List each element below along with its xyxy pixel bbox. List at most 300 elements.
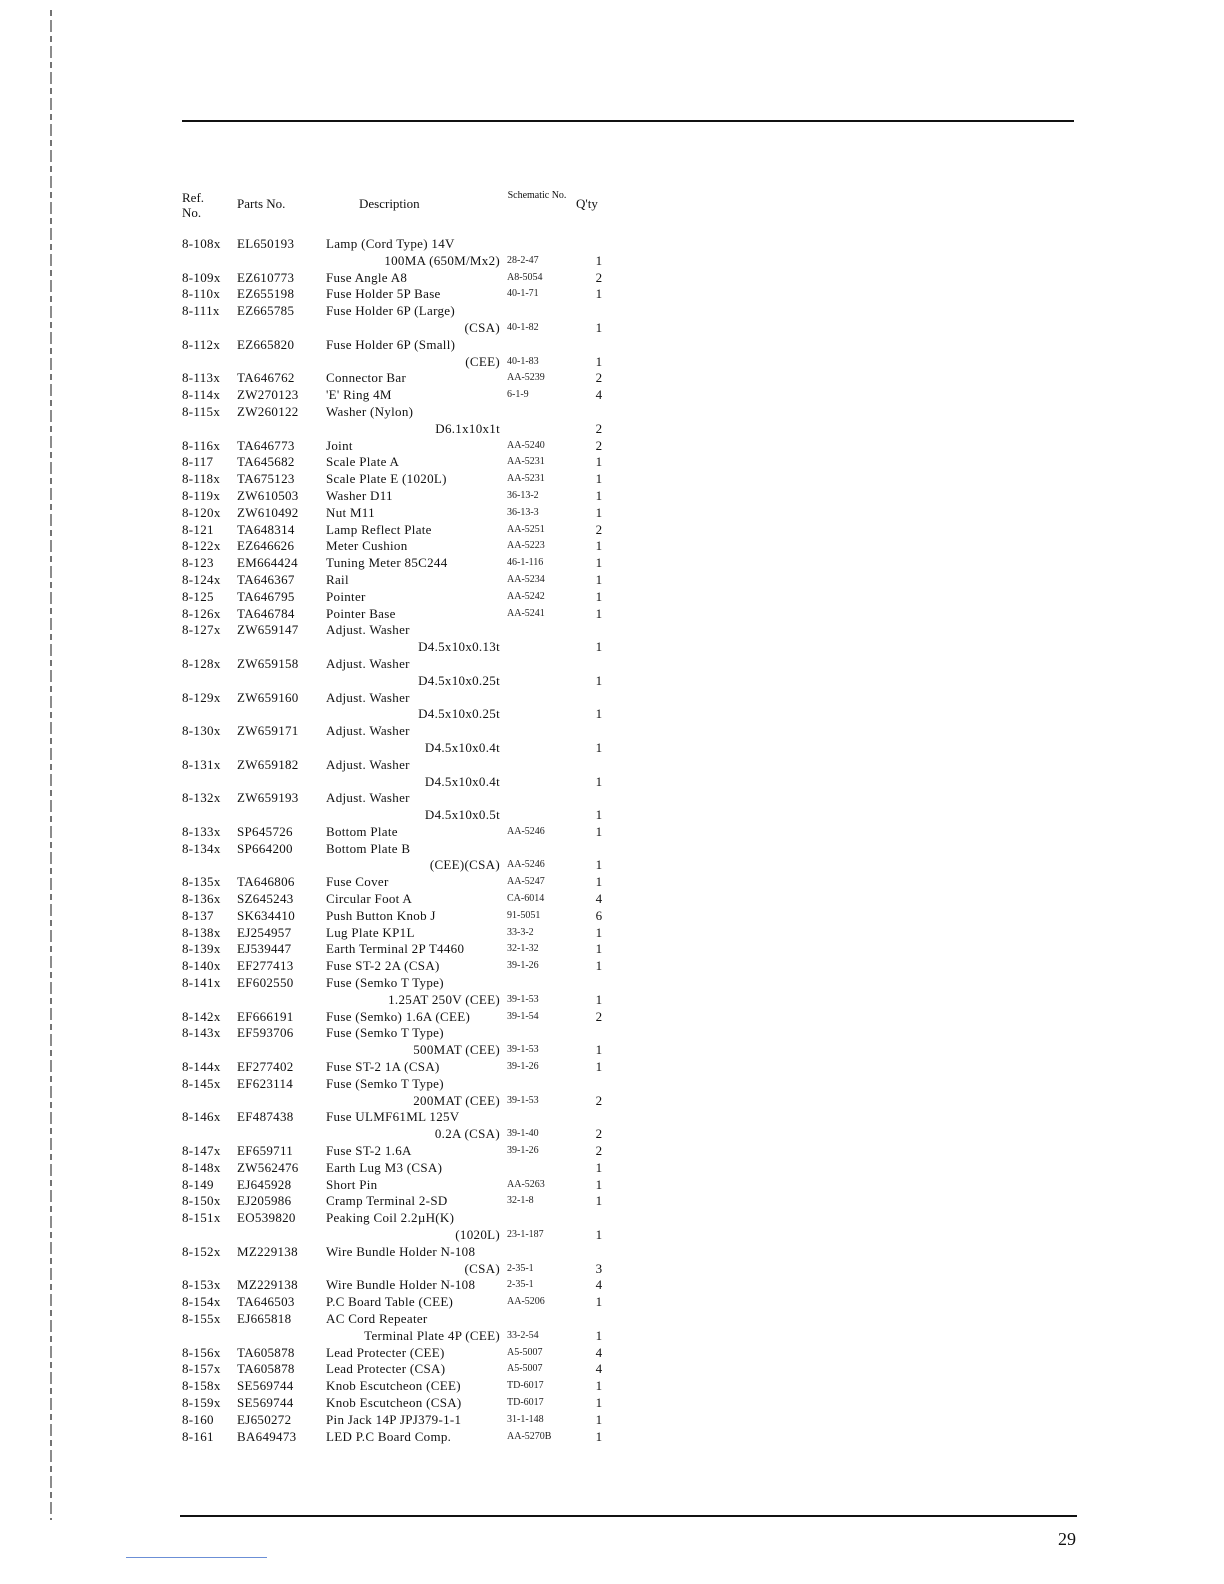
qty-cell: 1 xyxy=(595,1059,603,1075)
table-row xyxy=(0,1076,700,1110)
description-continuation-cell: D4.5x10x0.4t xyxy=(424,739,500,755)
parts-no-cell: SP645726 xyxy=(237,823,293,839)
ref-no-cell: 8-120x xyxy=(182,504,221,520)
description-cell: Push Button Knob J xyxy=(326,907,436,923)
schematic-no-cell: 28-2-47 xyxy=(507,254,539,266)
parts-no-cell: ZW610503 xyxy=(237,487,299,503)
ref-no-cell: 8-142x xyxy=(182,1008,221,1024)
ref-no-cell: 8-111x xyxy=(182,303,220,319)
qty-cell: 1 xyxy=(595,1378,603,1394)
table-row xyxy=(0,790,700,824)
description-cell: Lamp Reflect Plate xyxy=(326,521,432,537)
qty-cell: 1 xyxy=(595,941,603,957)
parts-no-cell: TA605878 xyxy=(237,1361,295,1377)
description-continuation-cell: (CSA) xyxy=(464,1260,500,1276)
table-row xyxy=(0,505,700,522)
table-row xyxy=(0,1294,700,1311)
parts-no-cell: EF277413 xyxy=(237,958,294,974)
qty-cell: 1 xyxy=(595,639,603,655)
top-rule xyxy=(182,120,1074,122)
description-cell: Connector Bar xyxy=(326,370,407,386)
description-cell: Knob Escutcheon (CEE) xyxy=(326,1378,461,1394)
schematic-no-cell: AA-5247 xyxy=(507,876,545,888)
table-row xyxy=(0,555,700,572)
ref-no-cell: 8-108x xyxy=(182,236,221,251)
parts-no-cell: SK634410 xyxy=(237,907,296,923)
footer-link-mark xyxy=(126,1557,267,1558)
description-continuation-cell: D4.5x10x0.25t xyxy=(418,706,500,722)
schematic-no-cell: TD-6017 xyxy=(507,1380,544,1392)
schematic-no-cell: A5-5007 xyxy=(507,1363,543,1375)
description-cell: Fuse Holder 6P (Large) xyxy=(326,303,455,319)
table-row xyxy=(0,1395,700,1412)
qty-cell: 1 xyxy=(595,823,603,839)
table-row xyxy=(0,941,700,958)
table-row xyxy=(0,757,700,791)
ref-no-cell: 8-127x xyxy=(182,622,221,638)
parts-no-cell: ZW562476 xyxy=(237,1159,299,1175)
description-cell: Fuse (Semko) 1.6A (CEE) xyxy=(326,1008,471,1024)
table-row xyxy=(0,1345,700,1362)
parts-no-cell: ZW659171 xyxy=(237,723,299,739)
description-cell: Adjust. Washer xyxy=(326,622,410,638)
description-cell: Fuse (Semko T Type) xyxy=(326,1075,444,1091)
description-cell: Fuse Cover xyxy=(326,874,389,890)
qty-cell: 1 xyxy=(595,353,603,369)
ref-no-cell: 8-109x xyxy=(182,269,221,285)
header-qty: Q'ty xyxy=(576,196,598,211)
parts-no-cell: ZW270123 xyxy=(237,387,299,403)
description-cell: Fuse (Semko T Type) xyxy=(326,1025,444,1041)
parts-no-cell: TA675123 xyxy=(237,471,295,487)
description-continuation-cell: D4.5x10x0.13t xyxy=(418,639,500,655)
qty-cell: 4 xyxy=(595,1344,603,1360)
ref-no-cell: 8-124x xyxy=(182,571,221,587)
qty-cell: 1 xyxy=(595,538,603,554)
parts-no-cell: EJ539447 xyxy=(237,941,292,957)
table-row xyxy=(0,723,700,757)
description-cell: Wire Bundle Holder N-108 xyxy=(326,1243,476,1259)
table-row xyxy=(0,958,700,975)
table-row xyxy=(0,1177,700,1194)
ref-no-cell: 8-146x xyxy=(182,1109,221,1125)
ref-no-cell: 8-132x xyxy=(182,790,221,806)
table-row xyxy=(0,1429,700,1446)
ref-no-cell: 8-122x xyxy=(182,538,221,554)
parts-no-cell: EZ655198 xyxy=(237,286,295,302)
schematic-no-cell: AA-5231 xyxy=(507,473,545,485)
description-cell: Adjust. Washer xyxy=(326,689,410,705)
description-cell: Joint xyxy=(326,437,353,453)
schematic-no-cell: 39-1-53 xyxy=(507,1094,539,1106)
table-row xyxy=(0,270,700,287)
parts-no-cell: EZ665785 xyxy=(237,303,295,319)
parts-no-cell: EM664424 xyxy=(237,555,298,571)
ref-no-cell: 8-113x xyxy=(182,370,221,386)
description-cell: Scale Plate A xyxy=(326,454,400,470)
description-continuation-cell: 100MA (650M/Mx2) xyxy=(384,252,500,268)
parts-no-cell: TA645682 xyxy=(237,454,295,470)
description-cell: Fuse Angle A8 xyxy=(326,269,408,285)
qty-cell: 1 xyxy=(595,991,603,1007)
description-continuation-cell: 200MAT (CEE) xyxy=(413,1092,500,1108)
parts-no-cell: EJ645928 xyxy=(237,1176,292,1192)
qty-cell: 1 xyxy=(595,454,603,470)
qty-cell: 1 xyxy=(595,958,603,974)
parts-no-cell: TA646367 xyxy=(237,571,295,587)
header-description: Description xyxy=(359,196,420,211)
ref-no-cell: 8-143x xyxy=(182,1025,221,1041)
ref-no-cell: 8-158x xyxy=(182,1378,221,1394)
parts-no-cell: ZW610492 xyxy=(237,504,299,520)
schematic-no-cell: 40-1-71 xyxy=(507,288,539,300)
parts-no-cell: ZW659158 xyxy=(237,655,299,671)
description-cell: Adjust. Washer xyxy=(326,756,410,772)
description-cell: Adjust. Washer xyxy=(326,655,410,671)
qty-cell: 1 xyxy=(595,319,603,335)
parts-no-cell: TA646784 xyxy=(237,605,295,621)
ref-no-cell: 8-152x xyxy=(182,1243,221,1259)
description-cell: Tuning Meter 85C244 xyxy=(326,555,448,571)
schematic-no-cell: TD-6017 xyxy=(507,1396,544,1408)
qty-cell: 1 xyxy=(595,1411,603,1427)
description-cell: Lead Protecter (CEE) xyxy=(326,1344,445,1360)
schematic-no-cell: AA-5242 xyxy=(507,590,545,602)
parts-no-cell: EJ205986 xyxy=(237,1193,292,1209)
qty-cell: 1 xyxy=(595,571,603,587)
table-row xyxy=(0,1009,700,1026)
table-row xyxy=(0,1244,700,1278)
qty-cell: 3 xyxy=(595,1260,603,1276)
table-row xyxy=(0,454,700,471)
ref-no-cell: 8-148x xyxy=(182,1159,221,1175)
ref-no-cell: 8-114x xyxy=(182,387,221,403)
description-continuation-cell: D4.5x10x0.5t xyxy=(424,807,500,823)
description-cell: Rail xyxy=(326,571,349,587)
description-cell: Fuse ST-2 1.6A xyxy=(326,1143,412,1159)
schematic-no-cell: 33-3-2 xyxy=(507,926,534,938)
parts-no-cell: TA605878 xyxy=(237,1344,295,1360)
table-row xyxy=(0,925,700,942)
schematic-no-cell: 39-1-53 xyxy=(507,993,539,1005)
parts-no-cell: EZ646626 xyxy=(237,538,295,554)
description-cell: Peaking Coil 2.2µH(K) xyxy=(326,1210,455,1226)
qty-cell: 1 xyxy=(595,874,603,890)
description-cell: Nut M11 xyxy=(326,504,375,520)
parts-no-cell: EJ254957 xyxy=(237,924,292,940)
ref-no-cell: 8-137 xyxy=(182,907,214,923)
qty-cell: 2 xyxy=(595,1008,603,1024)
qty-cell: 1 xyxy=(595,1327,603,1343)
parts-no-cell: SE569744 xyxy=(237,1378,294,1394)
parts-no-cell: TA646806 xyxy=(237,874,295,890)
parts-no-cell: ZW659193 xyxy=(237,790,299,806)
qty-cell: 2 xyxy=(595,1092,603,1108)
schematic-no-cell: 39-1-26 xyxy=(507,1145,539,1157)
qty-cell: 1 xyxy=(595,588,603,604)
ref-no-cell: 8-136x xyxy=(182,891,221,907)
table-row xyxy=(0,841,700,875)
schematic-no-cell: 40-1-82 xyxy=(507,321,539,333)
parts-no-cell: EJ650272 xyxy=(237,1411,292,1427)
table-row xyxy=(0,1025,700,1059)
description-continuation-cell: Terminal Plate 4P (CEE) xyxy=(364,1327,500,1343)
qty-cell: 2 xyxy=(595,420,603,436)
ref-no-cell: 8-133x xyxy=(182,823,221,839)
bottom-rule xyxy=(180,1515,1077,1517)
parts-no-cell: SP664200 xyxy=(237,840,293,856)
parts-no-cell: EF487438 xyxy=(237,1109,294,1125)
description-cell: Adjust. Washer xyxy=(326,790,410,806)
table-row xyxy=(0,303,700,337)
schematic-no-cell: A8-5054 xyxy=(507,271,543,283)
table-row xyxy=(0,891,700,908)
qty-cell: 1 xyxy=(595,773,603,789)
ref-no-cell: 8-139x xyxy=(182,941,221,957)
qty-cell: 1 xyxy=(595,857,603,873)
ref-no-cell: 8-141x xyxy=(182,975,221,991)
schematic-no-cell: 36-13-2 xyxy=(507,489,539,501)
ref-no-cell: 8-131x xyxy=(182,756,221,772)
qty-cell: 1 xyxy=(595,924,603,940)
description-cell: Fuse Holder 6P (Small) xyxy=(326,336,456,352)
schematic-no-cell: 36-13-3 xyxy=(507,506,539,518)
qty-cell: 1 xyxy=(595,252,603,268)
table-row xyxy=(0,656,700,690)
table-row xyxy=(0,975,700,1009)
qty-cell: 2 xyxy=(595,521,603,537)
table-row xyxy=(0,690,700,724)
ref-no-cell: 8-159x xyxy=(182,1394,221,1410)
table-row xyxy=(0,1143,700,1160)
schematic-no-cell: AA-5240 xyxy=(507,439,545,451)
table-row xyxy=(0,908,700,925)
ref-no-cell: 8-140x xyxy=(182,958,221,974)
ref-no-cell: 8-126x xyxy=(182,605,221,621)
parts-no-cell: SZ645243 xyxy=(237,891,294,907)
schematic-no-cell: 39-1-40 xyxy=(507,1128,539,1140)
schematic-no-cell: AA-5223 xyxy=(507,540,545,552)
parts-no-cell: EZ665820 xyxy=(237,336,295,352)
description-cell: Washer (Nylon) xyxy=(326,403,414,419)
description-cell: Scale Plate E (1020L) xyxy=(326,471,447,487)
schematic-no-cell: 40-1-83 xyxy=(507,355,539,367)
table-row xyxy=(0,286,700,303)
table-row xyxy=(0,622,700,656)
parts-no-cell: EF666191 xyxy=(237,1008,294,1024)
description-continuation-cell: D6.1x10x1t xyxy=(435,420,500,436)
schematic-no-cell: AA-5246 xyxy=(507,859,545,871)
ref-no-cell: 8-117 xyxy=(182,454,214,470)
parts-no-cell: EO539820 xyxy=(237,1210,296,1226)
schematic-no-cell: 33-2-54 xyxy=(507,1329,539,1341)
qty-cell: 2 xyxy=(595,370,603,386)
ref-no-cell: 8-151x xyxy=(182,1210,221,1226)
qty-cell: 1 xyxy=(595,1159,603,1175)
table-row xyxy=(0,589,700,606)
qty-cell: 2 xyxy=(595,1143,603,1159)
schematic-no-cell: 23-1-187 xyxy=(507,1229,544,1241)
parts-no-cell: EF623114 xyxy=(237,1075,294,1091)
schematic-no-cell: CA-6014 xyxy=(507,893,545,905)
parts-no-cell: MZ229138 xyxy=(237,1243,298,1259)
page-number: 29 xyxy=(1058,1529,1076,1549)
description-cell: Lug Plate KP1L xyxy=(326,924,415,940)
qty-cell: 1 xyxy=(595,286,603,302)
header-ref-no: Ref. No. xyxy=(182,190,205,220)
schematic-no-cell: A5-5007 xyxy=(507,1346,543,1358)
description-continuation-cell: D4.5x10x0.4t xyxy=(424,773,500,789)
description-cell: Pointer Base xyxy=(326,605,396,621)
table-row xyxy=(0,572,700,589)
description-continuation-cell: 0.2A (CSA) xyxy=(434,1126,500,1142)
qty-cell: 4 xyxy=(595,891,603,907)
schematic-no-cell: AA-5263 xyxy=(507,1178,545,1190)
ref-no-cell: 8-116x xyxy=(182,437,221,453)
ref-no-cell: 8-130x xyxy=(182,723,221,739)
parts-no-cell: MZ229138 xyxy=(237,1277,298,1293)
qty-cell: 1 xyxy=(595,1042,603,1058)
ref-no-cell: 8-147x xyxy=(182,1143,221,1159)
parts-no-cell: EL650193 xyxy=(237,236,295,251)
schematic-no-cell: 32-1-8 xyxy=(507,1195,534,1207)
schematic-no-cell: 39-1-26 xyxy=(507,1061,539,1073)
table-row xyxy=(0,1059,700,1076)
ref-no-cell: 8-160 xyxy=(182,1411,214,1427)
ref-no-cell: 8-123 xyxy=(182,555,214,571)
table-row xyxy=(0,1412,700,1429)
ref-no-cell: 8-119x xyxy=(182,487,221,503)
schematic-no-cell: AA-5206 xyxy=(507,1296,545,1308)
table-row xyxy=(0,1193,700,1210)
schematic-no-cell: AA-5234 xyxy=(507,573,545,585)
parts-no-cell: BA649473 xyxy=(237,1428,297,1444)
ref-no-cell: 8-134x xyxy=(182,840,221,856)
qty-cell: 1 xyxy=(595,739,603,755)
ref-no-cell: 8-145x xyxy=(182,1075,221,1091)
parts-no-cell: TA646773 xyxy=(237,437,295,453)
table-row xyxy=(0,538,700,555)
parts-no-cell: TA646762 xyxy=(237,370,295,386)
qty-cell: 1 xyxy=(595,807,603,823)
schematic-no-cell: 39-1-53 xyxy=(507,1044,539,1056)
schematic-no-cell: AA-5270B xyxy=(507,1430,552,1442)
ref-no-cell: 8-110x xyxy=(182,286,221,302)
table-row xyxy=(0,606,700,623)
qty-cell: 1 xyxy=(595,487,603,503)
schematic-no-cell: 6-1-9 xyxy=(507,389,529,401)
parts-no-cell: ZW659182 xyxy=(237,756,299,772)
parts-no-cell: EJ665818 xyxy=(237,1311,292,1326)
table-row xyxy=(0,1311,700,1345)
description-cell: LED P.C Board Comp. xyxy=(326,1428,452,1444)
ref-no-cell: 8-128x xyxy=(182,655,221,671)
description-continuation-cell: (1020L) xyxy=(455,1227,500,1243)
ref-no-cell: 8-125 xyxy=(182,588,214,604)
qty-cell: 4 xyxy=(595,387,603,403)
schematic-no-cell: 32-1-32 xyxy=(507,943,539,955)
qty-cell: 6 xyxy=(595,907,603,923)
qty-cell: 1 xyxy=(595,1394,603,1410)
table-row xyxy=(0,488,700,505)
description-cell: Short Pin xyxy=(326,1176,378,1192)
table-row xyxy=(0,1361,700,1378)
qty-cell: 1 xyxy=(595,471,603,487)
ref-no-cell: 8-118x xyxy=(182,471,221,487)
header-parts-no: Parts No. xyxy=(237,196,286,211)
table-row xyxy=(0,522,700,539)
ref-no-cell: 8-155x xyxy=(182,1311,221,1326)
parts-no-cell: ZW659160 xyxy=(237,689,299,705)
ref-no-cell: 8-135x xyxy=(182,874,221,890)
description-continuation-cell: D4.5x10x0.25t xyxy=(418,672,500,688)
table-row xyxy=(0,471,700,488)
table-row xyxy=(0,438,700,455)
table-row xyxy=(0,236,700,270)
table-row xyxy=(0,1210,700,1244)
table-row xyxy=(0,824,700,841)
schematic-no-cell: 31-1-148 xyxy=(507,1413,544,1425)
table-row xyxy=(0,1277,700,1294)
table-row xyxy=(0,404,700,438)
parts-no-cell: TA646503 xyxy=(237,1294,295,1310)
table-row xyxy=(0,370,700,387)
ref-no-cell: 8-144x xyxy=(182,1059,221,1075)
ref-no-cell: 8-154x xyxy=(182,1294,221,1310)
parts-no-cell: EZ610773 xyxy=(237,269,295,285)
description-cell: Earth Terminal 2P T4460 xyxy=(326,941,465,957)
description-continuation-cell: (CEE) xyxy=(465,353,500,369)
table-row xyxy=(0,387,700,404)
parts-no-cell: TA646795 xyxy=(237,588,295,604)
qty-cell: 1 xyxy=(595,1193,603,1209)
ref-no-cell: 8-129x xyxy=(182,689,221,705)
ref-no-cell: 8-161 xyxy=(182,1428,214,1444)
description-cell: Fuse ULMF61ML 125V xyxy=(326,1109,460,1125)
description-cell: Bottom Plate B xyxy=(326,840,411,856)
schematic-no-cell: AA-5246 xyxy=(507,825,545,837)
parts-no-cell: TA648314 xyxy=(237,521,295,537)
qty-cell: 2 xyxy=(595,1126,603,1142)
description-continuation-cell: (CSA) xyxy=(464,319,500,335)
qty-cell: 1 xyxy=(595,1227,603,1243)
qty-cell: 2 xyxy=(595,437,603,453)
parts-no-cell: EF593706 xyxy=(237,1025,294,1041)
description-cell: Bottom Plate xyxy=(326,823,398,839)
schematic-no-cell: 39-1-54 xyxy=(507,1010,539,1022)
description-cell: P.C Board Table (CEE) xyxy=(326,1294,454,1310)
table-row xyxy=(0,1378,700,1395)
qty-cell: 2 xyxy=(595,269,603,285)
qty-cell: 1 xyxy=(595,1294,603,1310)
table-row xyxy=(0,1109,700,1143)
description-continuation-cell: 1.25AT 250V (CEE) xyxy=(388,991,500,1007)
parts-no-cell: EF277402 xyxy=(237,1059,294,1075)
description-cell: Earth Lug M3 (CSA) xyxy=(326,1159,443,1175)
parts-no-cell: ZW659147 xyxy=(237,622,299,638)
description-cell: Washer D11 xyxy=(326,487,393,503)
description-continuation-cell: (CEE)(CSA) xyxy=(429,857,500,873)
qty-cell: 4 xyxy=(595,1361,603,1377)
ref-no-cell: 8-138x xyxy=(182,924,221,940)
schematic-no-cell: 46-1-116 xyxy=(507,557,544,569)
parts-no-cell: EF659711 xyxy=(237,1143,294,1159)
ref-no-cell: 8-115x xyxy=(182,403,221,419)
table-header xyxy=(0,190,700,226)
schematic-no-cell: 2-35-1 xyxy=(507,1262,534,1274)
schematic-no-cell: AA-5241 xyxy=(507,607,545,619)
description-cell: Wire Bundle Holder N-108 xyxy=(326,1277,476,1293)
